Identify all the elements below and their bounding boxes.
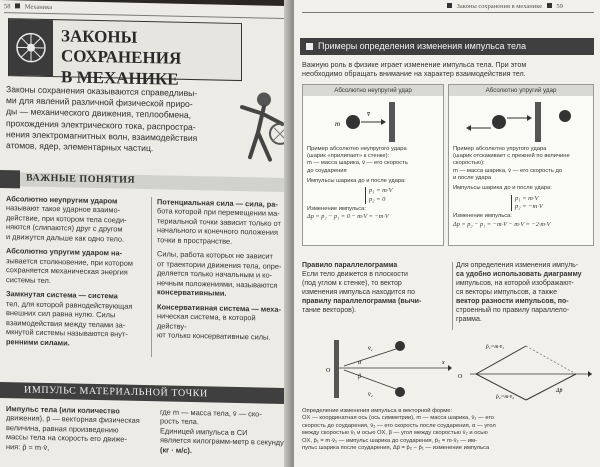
change-equation: Δp = p₂ − p₁ = −m·V − m·V = −2·m·V <box>453 220 551 228</box>
impulse-line: (кг · м/с). <box>160 445 192 455</box>
definition-line: системы тел. <box>6 274 51 285</box>
chapter-title-line-2: В МЕХАНИКЕ <box>61 67 179 89</box>
inelastic-title: Абсолютно неупругий удар <box>303 85 443 96</box>
column-divider <box>151 197 152 357</box>
parallelogram-rule <box>302 262 450 316</box>
inelastic-panel <box>302 84 444 246</box>
chapter-title-line-1: ЗАКОНЫ СОХРАНЕНИЯ <box>61 26 182 69</box>
diagram-line: грамма. <box>456 315 482 323</box>
definition-line: Потенциальная сила — сила, ра- <box>157 197 278 209</box>
change-equation: Δp = p₂ − p₁ = 0 − m·V = −m·V <box>307 213 389 221</box>
impulse-diagram-text <box>456 262 596 325</box>
impulse-line: рость тела. <box>160 416 199 427</box>
definition-line: ренними силами. <box>6 336 70 348</box>
intro-line: атомов, ядер, элементарных частиц. <box>6 139 154 154</box>
section-title-impulse: ИМПУЛЬС МАТЕРИАЛЬНОЙ ТОЧКИ <box>24 384 208 400</box>
diagram-line: са удобно использовать диаграмму <box>456 270 582 278</box>
definition-line: деляется только начальным и ко- <box>157 268 273 280</box>
desc-line: скоростью): <box>453 160 485 167</box>
rule-line: правилу параллелограмма (вычи- <box>302 297 422 305</box>
intro-line: ды — механического движения, теплообмена, <box>6 106 192 121</box>
v1-label: v̄₁ <box>368 346 373 352</box>
left-running-head-text: Механика <box>24 3 53 12</box>
inelastic-desc <box>303 146 443 175</box>
elastic-figure <box>449 96 593 146</box>
divider <box>302 12 594 13</box>
definition-line: зывается столкновение, при котором <box>6 255 133 268</box>
desc-line: Пример абсолютно неупругого удара <box>307 146 407 152</box>
desc-line: Пример абсолютно упругого удара <box>453 146 547 152</box>
desc-line: (шарик «прилипает» к стенке): <box>307 153 390 160</box>
mass-label: m <box>335 120 341 128</box>
caption-line: между скоростью v̄₁ и осью OX, β — угол между скоростью v̄₂ и осью <box>302 430 488 437</box>
chapter-title-box <box>8 18 242 89</box>
definition-line: ют только консервативные силы. <box>157 330 271 342</box>
diagram-line: Для определения изменения импуль- <box>456 262 579 269</box>
section-bar-marker <box>0 170 20 188</box>
impulse-line: массы тела на скорость его движе- <box>6 432 127 445</box>
elastic-title: Абсолютно упругий удар <box>449 85 593 96</box>
equation: p₂ = −m·V <box>515 202 543 210</box>
definition-line: консервативными. <box>157 287 227 298</box>
figure-caption <box>302 408 596 452</box>
intro-line: необходимо обращать внимание на характер взаимодействия тел. <box>302 69 526 79</box>
beta-label: β <box>358 374 361 380</box>
bounce-figure <box>302 334 452 404</box>
right-page <box>294 0 600 467</box>
x-axis-label: x <box>442 360 445 366</box>
equation: p₁ = m·V <box>369 187 393 195</box>
rule-line: (под углом к стенке), то вектор <box>302 279 402 287</box>
definition-line: взаимодействия между телами за- <box>6 317 126 330</box>
definition-line: тел, для которой равнодействующая <box>6 298 133 311</box>
v2-label: v̄₂ <box>368 392 373 398</box>
impulse-definition <box>6 404 156 454</box>
caption-line: OX, p̄₁ = m·v̄₁ — импульс шарика до соударения, p̄₂ = m·v̄₂ — им- <box>302 437 477 444</box>
definition-line: от траектории движения тела, опре- <box>157 259 282 271</box>
desc-line: (шарик отскакивает с прежней по величине <box>453 153 570 160</box>
left-page-number: 58 <box>4 3 11 11</box>
left-running-head <box>4 3 52 11</box>
impulse-title: Импульсы шарика до и после удара: <box>453 185 552 192</box>
equation: p₂ = 0 <box>369 195 386 203</box>
square-bullet-icon <box>15 3 20 8</box>
origin-label: O <box>326 368 331 374</box>
diagram-line: вектор разности импульсов, по- <box>456 297 569 305</box>
intro-line: Важную роль в физике играет изменение импульса тела. При этом <box>302 60 527 69</box>
inelastic-impulse <box>303 175 443 221</box>
definition-line: Абсолютно неупругим ударом <box>6 194 118 206</box>
intro-line: Законы сохранения оказываются справедливы- <box>6 84 198 99</box>
definitions-column-1 <box>6 194 148 349</box>
person-lifting-icon <box>228 87 286 168</box>
rule-line: Правило параллелограмма <box>302 262 398 269</box>
impulse-line: является килограмм-метр в секунду <box>160 435 284 448</box>
rule-line: тание векторов). <box>302 306 357 314</box>
wheel-icon <box>9 19 53 76</box>
right-running-head-text: Законы сохранения в механике <box>456 3 543 10</box>
divider <box>4 12 284 19</box>
definition-line: териальной точки зависит только от <box>157 216 281 228</box>
desc-line: и после удара <box>453 174 492 181</box>
intro-line: прохождения электрического тока, распростра- <box>6 117 196 132</box>
impulse-title: Импульсы шарика до и после удара: <box>307 177 406 184</box>
definition-line: точки в пространстве. <box>157 235 233 246</box>
definition-line: няются (слипаются) друг с другом <box>6 222 123 234</box>
definition-line: бота которой при перемещении ма- <box>157 206 280 219</box>
right-page-number: 59 <box>556 3 563 10</box>
impulse-line: Импульс тела (или количество <box>6 404 120 416</box>
impulse-line: где m — масса тела, v̄ — ско- <box>160 407 262 419</box>
diagram-line: строенный по правилу параллело- <box>456 306 570 314</box>
elastic-impulse <box>449 182 593 228</box>
definition-line: действие, при котором тела соеди- <box>6 213 127 225</box>
definition-line: и движутся дальше как одно тело. <box>6 232 125 244</box>
rule-line: Если тело движется в плоскости <box>302 270 408 278</box>
desc-line: m — масса шарика, v̄ — его скорость до <box>453 167 563 174</box>
definition-line: Силы, работа которых не зависит <box>157 249 273 262</box>
caption-line: OX — координатная ось (ось симметрии), m — масса шарика, v̄₁ — его <box>302 415 494 422</box>
impulse-line: ния: p̄ = m·v̄, <box>6 442 50 452</box>
column-divider <box>452 262 453 330</box>
delta-p-label: Δp̄ <box>556 388 563 394</box>
intro-line: ми для явлений различной физической приро- <box>6 95 193 110</box>
examples-intro <box>302 60 526 78</box>
definitions-column-2 <box>157 197 287 342</box>
caption-line: скорость до соударения, v̄₂ — его скорость после соударения, α — угол <box>302 422 496 429</box>
diagram-line: импульсов, на которой изображают- <box>456 279 574 287</box>
desc-line: до соударения <box>307 167 347 174</box>
square-bullet-icon <box>306 43 313 50</box>
rule-line: изменения импульса находится по <box>302 288 415 296</box>
intro-line: нения электромагнитных волн, взаимодействия <box>6 128 198 143</box>
inelastic-figure <box>303 96 443 146</box>
definition-line: нечным положениями, называются <box>157 278 278 290</box>
caption-line: пульс шарика после соударения, Δp̄ = p̄₂ − p̄₁ — изменение импульса <box>302 445 490 452</box>
definition-line: Консервативная система — меха- <box>157 301 281 314</box>
change-label: Изменение импульса: <box>307 205 367 212</box>
definition-line: Абсолютно упругим ударом на- <box>6 246 123 258</box>
velocity-label: v̄ <box>367 110 371 118</box>
definition-line: Замкнутая система — система <box>6 289 118 301</box>
definition-line: начального и конечного положения <box>157 225 278 238</box>
section-title-important: ВАЖНЫЕ ПОНЯТИЯ <box>26 172 136 186</box>
definition-line: мкнутой системы называются внут- <box>6 327 128 339</box>
p2-label: p̄₂=m·v̄₂ <box>496 394 515 400</box>
definition-line: называют такое ударное взаимо- <box>6 203 121 215</box>
definition-line: внешних сил равна нулю. Силы <box>6 308 116 320</box>
impulse-line: движения), p̄ — векторная физическая <box>6 413 140 426</box>
square-bullet-icon <box>447 3 452 8</box>
elastic-desc <box>449 146 593 182</box>
left-page <box>0 0 292 467</box>
examples-header-text: Примеры определения изменения импульса тела <box>318 41 526 51</box>
impulse-line: Единицей импульса в СИ <box>160 426 248 438</box>
right-running-head <box>444 3 563 10</box>
definition-line: сохраняется механическая энергия <box>6 265 128 277</box>
definition-line: ническая система, в которой действу- <box>157 311 256 331</box>
impulse-line: величина, равная произведению <box>6 423 119 435</box>
elastic-panel <box>448 84 594 246</box>
caption-line: Определение изменения импульса в векторной форме: <box>302 408 453 414</box>
alpha-label: α <box>358 360 362 366</box>
equation: p₁ = m·V <box>515 194 539 202</box>
impulse-vector-diagram <box>456 334 596 404</box>
impulse-units <box>160 407 288 457</box>
square-bullet-icon <box>547 3 552 8</box>
examples-header-bar <box>300 38 594 55</box>
change-label: Изменение импульса: <box>453 213 513 220</box>
chapter-intro <box>6 84 197 155</box>
chapter-icon-panel <box>9 19 53 76</box>
origin-label: O <box>458 374 463 380</box>
diagram-line: ся векторы импульсов, а также <box>456 288 557 296</box>
p1-label: p̄₁=m·v̄₁ <box>486 344 505 350</box>
desc-line: m — масса шарика, v̄ — его скорость <box>307 160 408 167</box>
